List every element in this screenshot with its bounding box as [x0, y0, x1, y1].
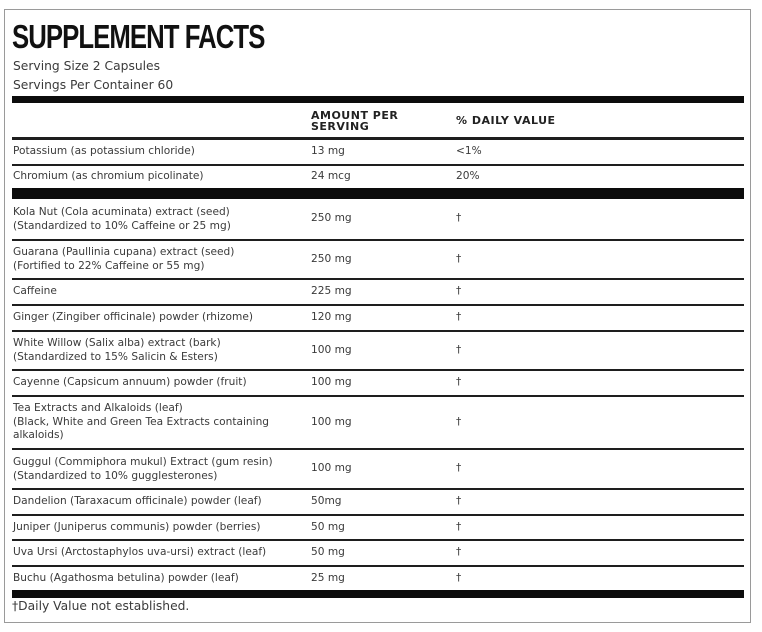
ingredient-name: [13, 285, 57, 299]
ingredient-name: [13, 376, 247, 390]
ingredient-name-line: Dandelion (Taraxacum officinale) powder (leaf): [13, 495, 262, 507]
amount-header-line2: SERVING: [311, 120, 370, 133]
ingredient-name: [13, 495, 262, 509]
table-row: [12, 567, 744, 590]
ingredient-name: [13, 246, 234, 273]
ingredient-name-line: Buchu (Agathosma betulina) powder (leaf): [13, 572, 239, 584]
ingredient-name: [13, 337, 221, 364]
daily-value: †: [456, 462, 462, 474]
amount-per-serving: 13 mg: [311, 145, 345, 157]
daily-value-header: % DAILY VALUE: [456, 114, 556, 127]
servings-per-container: Servings Per Container 60: [13, 78, 174, 92]
amount-per-serving: 100 mg: [311, 416, 352, 428]
ingredient-name: [13, 572, 239, 586]
thick-divider-bottom: [12, 590, 744, 598]
ingredient-name-line: Uva Ursi (Arctostaphylos uva-ursi) extract (leaf): [13, 546, 267, 558]
table-row: [12, 450, 744, 488]
ingredient-name-line: Tea Extracts and Alkaloids (leaf): [13, 402, 183, 414]
amount-per-serving: 250 mg: [311, 212, 352, 224]
amount-per-serving-header: [311, 110, 398, 132]
amount-per-serving: 100 mg: [311, 376, 352, 388]
footnote: †Daily Value not established.: [12, 599, 190, 613]
ingredient-name-line: Potassium (as potassium chloride): [13, 145, 195, 157]
daily-value: †: [456, 416, 462, 428]
table-row: [12, 306, 744, 330]
panel-title: SUPPLEMENT FACTS: [12, 18, 265, 55]
amount-per-serving: 250 mg: [311, 253, 352, 265]
amount-per-serving: 100 mg: [311, 462, 352, 474]
daily-value: †: [456, 212, 462, 224]
ingredient-name: [13, 546, 266, 560]
daily-value: †: [456, 521, 462, 533]
thick-divider-middle: [12, 188, 744, 199]
table-row: [12, 199, 744, 239]
ingredient-name-line: (Black, White and Green Tea Extracts containing: [13, 415, 270, 428]
amount-per-serving: 25 mg: [311, 572, 345, 584]
daily-value: 20%: [456, 170, 480, 182]
daily-value: †: [456, 344, 462, 356]
ingredient-name: [13, 206, 231, 233]
daily-value: †: [456, 311, 462, 323]
ingredient-name: [13, 311, 253, 325]
ingredient-name-line: Guarana (Paullinia cupana) extract (seed): [13, 246, 235, 258]
daily-value: †: [456, 495, 462, 507]
ingredient-name: [13, 170, 204, 184]
table-row: [12, 140, 744, 164]
ingredient-name-line: (Standardized to 10% Caffeine or 25 mg): [13, 219, 231, 232]
ingredient-name-line: White Willow (Salix alba) extract (bark): [13, 337, 221, 349]
daily-value: <1%: [456, 145, 482, 157]
table-row: [12, 280, 744, 304]
ingredient-name-line: (Fortified to 22% Caffeine or 55 mg): [13, 259, 205, 272]
daily-value: †: [456, 253, 462, 265]
ingredient-name: [13, 521, 260, 535]
table-row: [12, 541, 744, 565]
ingredient-name-line: (Standardized to 15% Salicin & Esters): [13, 350, 218, 363]
table-row: [12, 516, 744, 539]
ingredient-name: [13, 456, 273, 483]
ingredient-name-line: Cayenne (Capsicum annuum) powder (fruit): [13, 376, 247, 388]
amount-per-serving: 120 mg: [311, 311, 352, 323]
table-row: [12, 397, 744, 448]
amount-per-serving: 225 mg: [311, 285, 352, 297]
amount-per-serving: 50 mg: [311, 521, 345, 533]
table-row: [12, 241, 744, 278]
table-row: [12, 490, 744, 514]
serving-size: Serving Size 2 Capsules: [13, 59, 161, 73]
ingredient-name: [13, 402, 269, 443]
daily-value: †: [456, 376, 462, 388]
amount-per-serving: 100 mg: [311, 344, 352, 356]
amount-per-serving: 50mg: [311, 495, 342, 507]
daily-value: †: [456, 546, 462, 558]
amount-header-line1: AMOUNT PER: [311, 109, 399, 122]
ingredient-name-line: (Standardized to 10% gugglesterones): [13, 469, 218, 482]
daily-value: †: [456, 285, 462, 297]
table-row: [12, 166, 744, 188]
ingredient-name-line: alkaloids): [13, 429, 64, 441]
row-divider: [12, 164, 744, 166]
ingredient-name: [13, 145, 195, 159]
amount-per-serving: 50 mg: [311, 546, 345, 558]
ingredient-name-line: Caffeine: [13, 285, 57, 297]
ingredient-name-line: Guggul (Commiphora mukul) Extract (gum resin): [13, 456, 273, 468]
thick-divider-top: [12, 96, 744, 103]
ingredient-name-line: Juniper (Juniperus communis) powder (berries): [13, 521, 261, 533]
table-row: [12, 332, 744, 369]
amount-per-serving: 24 mcg: [311, 170, 351, 182]
ingredient-name-line: Ginger (Zingiber officinale) powder (rhizome): [13, 311, 253, 323]
ingredient-name-line: Kola Nut (Cola acuminata) extract (seed): [13, 206, 230, 218]
table-row: [12, 371, 744, 395]
daily-value: †: [456, 572, 462, 584]
ingredient-name-line: Chromium (as chromium picolinate): [13, 170, 204, 182]
